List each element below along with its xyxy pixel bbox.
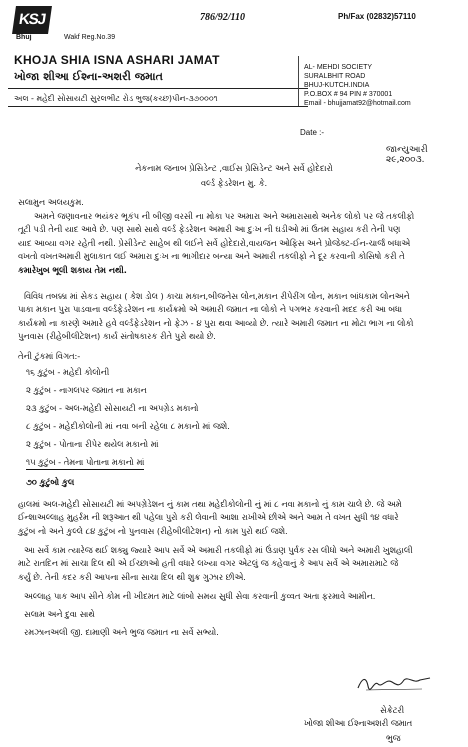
address-line: AL- MEHDI SOCIETY [304, 64, 373, 71]
closing-line: સલામ અને દુવા સાથે [24, 609, 95, 619]
paragraph-line: ઈન્શાઅલ્લાહ મુહર્રમ ની શરૂઆત થી પહેલા પુરો કરી લેવાની આશા રાખીએ છીએ અને આમ તે વખત સુધી ૧૪ વધારે [18, 512, 399, 523]
header-divider-top [8, 88, 308, 89]
paragraph-line: કાર્યક્રમો ના કારણે અમારે હવે વર્લ્ડફેડરેશન નો ફેઝ - ૪ પુરા થવા આવ્યો છે. ત્યારે અમારી જમાત ના મોટા ભાગ ના લોકો [18, 317, 414, 328]
detail-item: ૧૬ કુટુંબ - મહેદી કોલોની [26, 367, 110, 377]
paragraph-2 [18, 290, 458, 344]
paragraph-4 [18, 544, 458, 584]
paragraph-line: તૂટી પડી તેની યાદ આવે છે. પણ સાથે સાથે વર્લ્ડ ફેડરેશન અમારી આ દુઃખ ની ઘડીઓ માં ઉતમ સહાય કરી તેની પણ [18, 224, 401, 235]
date-label: Date :- [300, 128, 325, 137]
paragraph-line: વિવિધ તબક્કા માં સેકડ સહાય ( કેશ ડોલ ) કાચા મકાન,બીજનેસ લોન,મકાન રીપેરીંગ લોન, મકાન બાંધકામ લોનઅને [24, 291, 410, 301]
header-divider-bottom [8, 106, 308, 107]
total-families: ૭૦ કુટુંબો કુલ [26, 477, 75, 487]
paragraph-line: હાલમાં અલ-મહેદી સોસાયટી માં અપગ્રેડેશન નું કામ તથા મહેદીકોલોની નું માં ૮ નવા મકાનો નું કામ ચાલે છે. જે અમે [18, 499, 402, 509]
paragraph-line: કમારેખુબ ભૂલી શકાય તેમ નથી. [18, 264, 127, 275]
registration-number: 786/92/110 [200, 12, 246, 23]
addressee-line-2: વર્લ્ડ ફેડરેશન મુ. કે. [200, 178, 268, 188]
signatory-organization: ખોજા શીઆ ઈશ્નાઅશરી જમાત [304, 718, 413, 728]
paragraph-3 [18, 498, 458, 538]
paragraph-line: અમને જણાવનાર ભયંકર ભૂકંપ ની બીજી વરસી ના મોકા પર અમારા અને અમારાસાથે અનેક લોકો પર જે તકલીફો [34, 211, 415, 221]
paragraph-line: કુટુંબ નો અને કુલ્લે ૮૪ કુટુંબ નો પુનવાસ (રીહેબીલીટેશન) નો કામ પુરો થઈ જશે. [18, 525, 288, 536]
addressee-line-1: નેકનામ જનાબ પ્રેસિડેન્ટ ,વાઈસ પ્રેસિડેન્ટ અને સર્વે હોદેદારો [135, 163, 333, 173]
paragraph-line: પાકા મકાન પુરા પાડવાના વર્લ્ડફેડરેશન ના કાર્યક્રમો એ અમારી જમાત ના લોકો ને પગભર કરવાની મદદ કરી આ બધા [18, 304, 403, 315]
paragraph-line: પુનવાસ (રીહેબીલીટેશન) કાર્ય સંતોષકારક રીતે પુરો થયો છે. [18, 331, 216, 342]
paragraph-line: યાદ આવ્યા વગર રહેતી નથી. પ્રેસીડેન્ટ સાહેબ થી લઈને સર્વે હોદેદારો,વાયજન ઓફિસ અને પ્રોજેક્ટ-ઈન-ચાર્જ બધાએ [18, 237, 411, 248]
paragraph-line: કર્યું છે. તેની કદર કરી આપના સીના સાચા દિલ થી શુક્ર ગુઝાર છીએ. [18, 571, 246, 582]
handwritten-signature [356, 674, 432, 692]
paragraph-line: વખતો વખતઅમારી મુલાકાત લઈ અમારા દુઃખ ના ભાગીદાર બન્યા અને અમારી તકલીફો ને દૂર કરવાની કોસિષો કરી તે [18, 251, 405, 262]
address-box [304, 63, 411, 108]
address-line-gujarati: અલ - મહેદી સોસાયટી સુરલભીટ રોડ ભુજ(કચ્છ)પીન-૩૭૦૦૦૧ [14, 94, 218, 103]
closing-senders: રમઝાનઅલી જી. દામાણી અને ભુજ જમાત ના સર્વે સભ્યો. [24, 627, 219, 637]
organization-name-gujarati: ખોજા શીઆ ઈશ્ના-અશરી જમાત [14, 70, 163, 83]
phone-fax: Ph/Fax (02832)57110 [338, 12, 416, 21]
paragraph-line: માટે રાતદિન માં સાચા દિલ થી એ ઈચ્છાઓ હતી વધારે લખ્યા વગર એટલું જ કહેવાનું કે આપ સર્વે એ અમારામાટે જે [18, 558, 399, 569]
address-line: BHUJ-KUTCH.INDIA [304, 82, 370, 89]
paragraph-line: આ સર્વે કામ ત્યારેજ થઈ શક્યુ જ્યારે આપ સર્વે એ અમારી તકલીફો માં ઉંડાણ પુર્વક રસ લીધો અને અમારી ખુશહાલી [24, 545, 413, 555]
letter-date: જાન્યુઆરી ૨૯,૨૦૦૩. [386, 145, 428, 165]
details-heading: તેની ટુંકમાં વિગત:- [18, 351, 81, 361]
organization-name-english: KHOJA SHIA ISNA ASHARI JAMAT [14, 53, 220, 67]
address-line: SURALBHIT ROAD [304, 73, 366, 80]
address-box-divider [298, 56, 299, 106]
detail-item: ૮ કુટુંબ - મહેદીકોલોની માં નવા બની રહેલા ૮ મકાનો માં જશે. [26, 421, 230, 431]
signatory-place: ભુજ [386, 733, 401, 743]
organization-logo: KSJ [12, 6, 52, 34]
detail-item: ૨૩ કુટુંબ - અલ-મહેદી સોસાયટી ના અપગ્રેડ મકાનો [26, 403, 199, 413]
detail-item: ૨ કુટુંબ - નાગલપર જમાત ના મકાન [26, 385, 147, 395]
paragraph-5: અલ્લાહ પાક આપ સીને કોમ ની ખીદમત માટે લાંબો સમય સુધી સેવા કરવાની કુવ્વત અતા ફરમાવે આમીન. [24, 591, 376, 601]
detail-item: ૧૫ કુટુંબ - તેમના પોતાના મકાનો માં [26, 457, 144, 470]
address-line: P.O.BOX # 94 PIN # 370001 [304, 91, 393, 98]
logo-subtitle: Bhuj [16, 34, 32, 41]
signatory-title: સેક્રેટરી [380, 705, 405, 715]
greeting: સલામુન અલયકુમ. [18, 197, 84, 207]
wakf-registration: Wakf Reg.No.39 [64, 34, 116, 41]
email-line: Email - bhujjamat92@hotmail.com [304, 100, 411, 107]
paragraph-1 [18, 210, 458, 277]
detail-item: ૨ કુટુંબ - પોતાના રીપેર થયેલ મકાનો માં [26, 439, 159, 449]
